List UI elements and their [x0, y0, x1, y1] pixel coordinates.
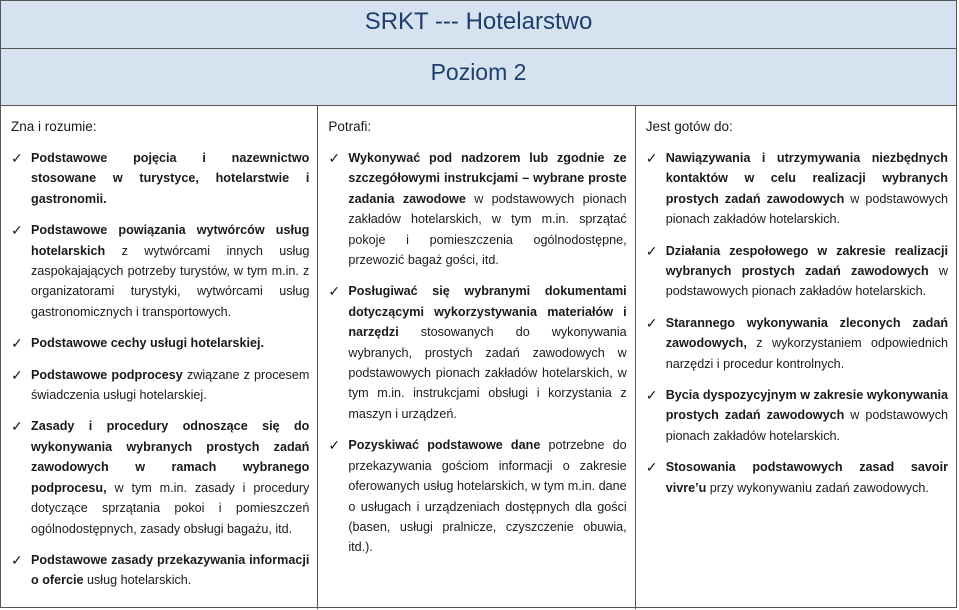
item-bold: Działania zespołowego w zakresie realizacji wybranych prostych zadań zawodowych	[665, 243, 949, 279]
check-icon: ✓	[11, 222, 23, 239]
item-text: związane z procesem świadczenia usługi hotelarskiej.	[31, 367, 310, 403]
item-text: w podstawowych pionach zakładów hotelarskich.	[665, 408, 949, 443]
item-text: w podstawowych pionach zakładów hotelarskich.	[665, 264, 949, 299]
check-icon: ✓	[11, 366, 23, 383]
item-text: w podstawowych pionach zakładów hotelarskich.	[665, 191, 949, 227]
list-item	[644, 385, 948, 446]
list-item	[644, 148, 948, 230]
list-item	[9, 365, 309, 406]
item-bold: Podstawowe pojęcia i nazewnictwo stosowane w turystyce, hotelarstwie i gastronomii.	[31, 151, 310, 206]
item-text: przy wykonywaniu zadań zawodowych.	[706, 480, 929, 495]
item-text: w podstawowych pionach zakładów hotelarskich, w tym m.in. sprzątać pokoje i pomieszczenia ogólnodostępne, przewozić bagaż gości, itd.	[348, 191, 627, 268]
list-item	[9, 148, 309, 209]
column-can	[318, 106, 635, 609]
level-title: Poziom 2	[430, 59, 527, 85]
check-icon: ✓	[328, 437, 341, 454]
item-bold: Posługiwać się wybranymi dokumentami dotyczącymi wykorzystywania materiałów i narzędzi	[348, 284, 627, 340]
item-bold: Podstawowe zasady przekazywania informacji o ofercie	[31, 552, 310, 588]
check-icon: ✓	[328, 283, 341, 300]
header-band	[1, 1, 956, 106]
list-item	[326, 435, 626, 557]
check-icon: ✓	[645, 150, 658, 166]
list-item	[326, 281, 626, 424]
item-bold: Zasady i procedury odnoszące się do wykonywania wybranych prostych zadań zawodowych w ramach wybranego podprocesu,	[31, 419, 310, 495]
list-item	[644, 313, 948, 374]
item-bold: Pozyskiwać podstawowe dane	[348, 438, 541, 453]
item-bold: Podstawowe cechy usługi hotelarskiej.	[31, 336, 265, 351]
list-item	[9, 220, 309, 322]
list-item	[9, 416, 309, 538]
item-bold: Stosowania podstawowych zasad savoir vivre’u	[665, 460, 949, 495]
check-icon: ✓	[645, 459, 658, 476]
page-title: SRKT --- Hotelarstwo	[364, 8, 593, 35]
item-text: z wytwórcami innych usług zaspokajających potrzeby turystów, w tym m.in. z organizatorami turystyki, wytwórcami usług gastronomicznych i transportowych.	[31, 243, 310, 319]
list-item	[9, 550, 309, 591]
item-list	[9, 148, 309, 591]
column-knows	[1, 106, 318, 609]
item-text: potrzebne do przekazywania gościom informacji o zakresie oferowanych usług hotelarskich, w tym m.in. dane o usługach i urządzeniach dostępnych dla gości (basen, usługi pralnicze, czyszczenie obuwia, itd.).	[348, 438, 627, 555]
column-heading: Zna i rozumie:	[11, 119, 97, 134]
header-divider	[1, 48, 956, 49]
column-heading: Potrafi:	[328, 119, 372, 134]
item-text: w tym m.in. zasady i procedury dotyczące sprzątania pokoi i pomieszczeń ogólnodostępnych, zasady obsługi bagażu, itd.	[31, 480, 310, 536]
list-item	[644, 457, 948, 498]
columns	[1, 106, 956, 609]
check-icon: ✓	[11, 335, 23, 352]
check-icon: ✓	[645, 314, 658, 331]
item-text: stosowanych do wykonywania wybranych, prostych zadań zawodowych w podstawowych pionach zakładów hotelarskich, w tym m.in. instrukcjami obsługi i korzystania z maszyn i urządzeń.	[348, 325, 627, 421]
check-icon: ✓	[645, 387, 658, 404]
check-icon: ✓	[11, 551, 23, 568]
item-bold: Bycia dyspozycyjnym w zakresie wykonywania prostych zadań zawodowych	[665, 388, 949, 423]
check-icon: ✓	[11, 150, 23, 166]
column-heading: Jest gotów do:	[645, 119, 733, 134]
column-ready	[636, 106, 956, 609]
check-icon: ✓	[645, 242, 658, 259]
check-icon: ✓	[11, 418, 23, 435]
item-list	[326, 148, 626, 558]
item-bold: Podstawowe podprocesy	[31, 367, 183, 382]
list-item	[326, 148, 626, 270]
check-icon: ✓	[328, 150, 341, 166]
item-text: usług hotelarskich.	[83, 573, 192, 588]
item-bold: Wykonywać pod nadzorem lub zgodnie ze szczegółowymi instrukcjami – wybrane proste zadania zawodowe	[348, 151, 627, 206]
item-bold: Starannego wykonywania zleconych zadań zawodowych,	[665, 315, 949, 351]
item-list	[644, 148, 948, 498]
item-bold: Podstawowe powiązania wytwórców usług hotelarskich	[31, 223, 310, 258]
list-item	[644, 241, 948, 302]
item-text: z wykorzystaniem odpowiednich narzędzi i procedur kontrolnych.	[665, 336, 949, 371]
list-item	[9, 333, 309, 353]
item-bold: Nawiązywania i utrzymywania niezbędnych kontaktów w celu realizacji wybranych prostych zadań zawodowych	[665, 151, 949, 206]
